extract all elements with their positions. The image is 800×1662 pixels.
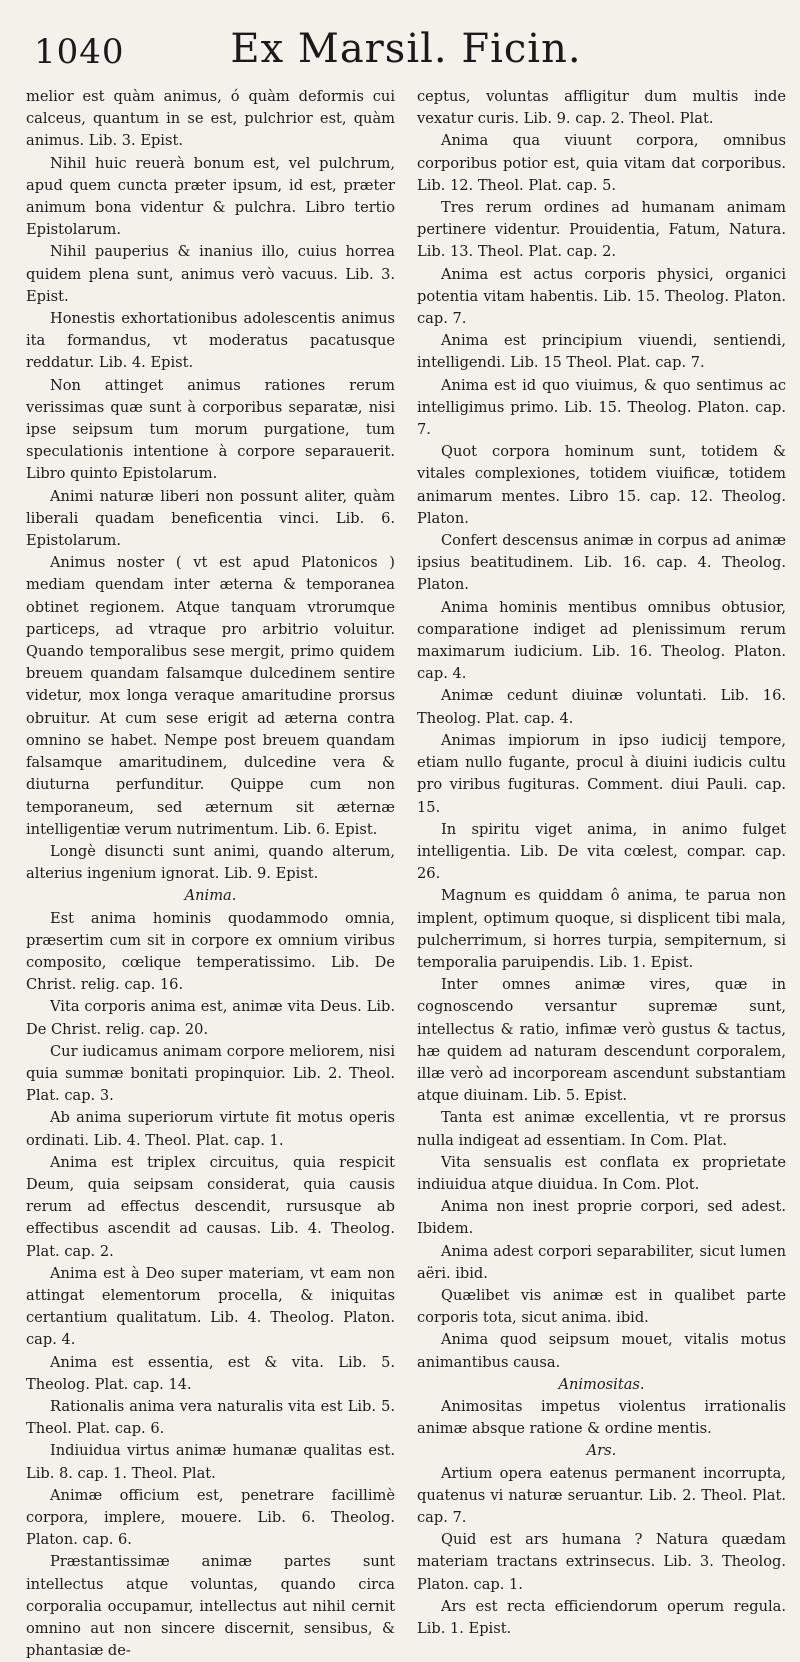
entry-paragraph: Est anima hominis quodammodo omnia, præsertim cum sit in corpore ex omnium viribus composito, cœlique temperatissimo. Lib. De Christ. relig. cap. 16. [26, 909, 395, 994]
entry-paragraph: Anima qua viuunt corpora, omnibus corporibus potior est, quia vitam dat corporibus. Lib. 12. Theol. Plat. cap. 5. [417, 132, 786, 194]
entry-paragraph: Indiuidua virtus animæ humanæ qualitas est. Lib. 8. cap. 1. Theol. Plat. [26, 1442, 395, 1482]
entry-paragraph: Anima est triplex circuitus, quia respicit Deum, quia seipsam considerat, quia causis rerum ad effectus descendit, rursusque ab effectibus ascendit ad causas. Lib. 4. Theolog. Plat. cap. 2. [26, 1153, 395, 1260]
entry-paragraph: Inter omnes animæ vires, quæ in cognoscendo versantur supremæ sunt, intellectus & ratio, infimæ verò gustus & tactus, hæ quidem ad naturam descendunt corporalem, illæ verò ad incorpoream ascendunt substantiam atque diuinam. Lib. 5. Epist. [417, 976, 786, 1105]
entry-paragraph: In spiritu viget anima, in animo fulget intelligentia. Lib. De vita cœlest, compar. cap. 26. [417, 820, 786, 883]
entry-paragraph: Nihil huic reuerà bonum est, vel pulchrum, apud quem cuncta præter ipsum, id est, præter animum bona videntur & pulchra. Libro tertio Epistolarum. [26, 154, 395, 239]
right-column [417, 86, 786, 1662]
entry-paragraph: Honestis exhortationibus adolescentis animus ita formandus, vt moderatus pacatusque reddatur. Lib. 4. Epist. [26, 310, 395, 372]
running-head: Ex Marsil. Ficin. [230, 26, 582, 72]
entry-paragraph: Vita sensualis est conflata ex proprietate indiuidua atque diuidua. In Com. Plot. [417, 1153, 786, 1193]
section-heading: Ars. [586, 1442, 617, 1460]
entry-paragraph: Animus noster ( vt est apud Platonicos ) mediam quendam inter æterna & temporanea obtinet regionem. Atque tanquam vtrorumque particeps, ad vtraque pro arbitrio voluitur. Quando temporalibus sese mergit, primo quidem breuem quandam falsamque dulcedinem sentire videtur, mox longa veraque amaritudine prorsus obruitur. At cum sese erigit ad æterna contra omnino se habet. Nempe post breuem quandam falsamque amaritudinem, dulcedine vera & diuturna perfunditur. Quippe cum non temporaneum, sed æternum sit æternæ intelligentiæ verum nutrimentum. Lib. 6. Epist. [26, 554, 395, 838]
entry-paragraph: Non attinget animus rationes rerum verissimas quæ sunt à corporibus separatæ, nisi ipse seipsum tum morum purgatione, tum speculationis intentione à corpore separauerit. Libro quinto Epistolarum. [26, 376, 395, 483]
entry-paragraph: Nihil pauperius & inanius illo, cuius horrea quidem plena sunt, animus verò vacuus. Lib. 3. Epist. [26, 243, 395, 305]
entry-paragraph: Animæ cedunt diuinæ voluntati. Lib. 16. Theolog. Plat. cap. 4. [417, 687, 786, 727]
entry-paragraph: Longè disuncti sunt animi, quando alterum, alterius ingenium ignorat. Lib. 9. Epist. [26, 842, 395, 883]
entry-paragraph: Cur iudicamus animam corpore meliorem, nisi quia summæ bonitati propinquior. Lib. 2. Theol. Plat. cap. 3. [26, 1042, 395, 1105]
entry-paragraph: Rationalis anima vera naturalis vita est Lib. 5. Theol. Plat. cap. 6. [26, 1397, 395, 1438]
entry-paragraph: Anima adest corpori separabiliter, sicut lumen aëri. ibid. [417, 1242, 786, 1282]
entry-paragraph: Tres rerum ordines ad humanam animam pertinere videntur. Prouidentia, Fatum, Natura. Lib. 13. Theol. Plat. cap. 2. [417, 199, 786, 261]
entry-paragraph: Confert descensus animæ in corpus ad animæ ipsius beatitudinem. Lib. 16. cap. 4. Theolog. Platon. [417, 532, 786, 594]
entry-paragraph: Anima est id quo viuimus, & quo sentimus ac intelligimus primo. Lib. 15. Theolog. Platon. cap. 7. [417, 376, 786, 439]
entry-paragraph: Præstantissimæ animæ partes sunt intellectus atque voluntas, quando circa corporalia occupamur, intellectus aut nihil cernit omnino aut non sincere discernit, sensibus, & phantasiæ de- [26, 1553, 395, 1660]
entry-paragraph: Animi naturæ liberi non possunt aliter, quàm liberali quadam beneficentia vinci. Lib. 6. Epistolarum. [26, 487, 395, 550]
entry-paragraph: Tanta est animæ excellentia, vt re prorsus nulla indigeat ad essentiam. In Com. Plat. [417, 1109, 786, 1149]
entry-paragraph: Anima est actus corporis physici, organici potentia vitam habentis. Lib. 15. Theolog. Platon. cap. 7. [417, 265, 786, 328]
entry-paragraph: Vita corporis anima est, animæ vita Deus. Lib. De Christ. relig. cap. 20. [26, 998, 395, 1038]
entry-paragraph: Artium opera eatenus permanent incorrupta, quatenus vi naturæ seruantur. Lib. 2. Theol. Plat. cap. 7. [417, 1464, 786, 1526]
entry-paragraph: Anima hominis mentibus omnibus obtusior, comparatione indiget ad plenissimum rerum maximarum iudicium. Lib. 16. Theolog. Platon. cap. 4. [417, 598, 786, 683]
entry-paragraph: Anima est essentia, est & vita. Lib. 5. Theolog. Plat. cap. 14. [26, 1353, 395, 1393]
entry-paragraph: Anima est principium viuendi, sentiendi, intelligendi. Lib. 15 Theol. Plat. cap. 7. [417, 332, 786, 372]
entry-paragraph: Ars est recta efficiendorum operum regula. Lib. 1. Epist. [417, 1597, 786, 1638]
page-number: 1040 [34, 32, 125, 72]
entry-paragraph: melior est quàm animus, ó quàm deformis cui calceus, quantum in se est, pulchrior est, quàm animus. Lib. 3. Epist. [26, 88, 395, 150]
entry-paragraph: ceptus, voluntas affligitur dum multis inde vexatur curis. Lib. 9. cap. 2. Theol. Plat. [417, 88, 786, 128]
section-heading: Anima. [184, 887, 237, 905]
page-header [26, 14, 786, 86]
entry-paragraph: Quot corpora hominum sunt, totidem & vitales complexiones, totidem viuificæ, totidem animarum mentes. Libro 15. cap. 12. Theolog. Platon. [417, 443, 786, 527]
entry-paragraph: Anima quod seipsum mouet, vitalis motus animantibus causa. [417, 1331, 786, 1371]
section-heading: Animositas. [558, 1375, 645, 1393]
entry-paragraph: Quælibet vis animæ est in qualibet parte corporis tota, sicut anima. ibid. [417, 1286, 786, 1327]
entry-paragraph: Animas impiorum in ipso iudicij tempore, etiam nullo fugante, procul à diuini iudicis cultu pro viribus fugituras. Comment. diui Pauli. cap. 15. [417, 731, 786, 816]
entry-paragraph: Animositas impetus violentus irrationalis animæ absque ratione & ordine mentis. [417, 1397, 786, 1438]
left-column [26, 86, 395, 1662]
entry-paragraph: Animæ officium est, penetrare facillimè corpora, implere, mouere. Lib. 6. Theolog. Platon. cap. 6. [26, 1486, 395, 1549]
entry-paragraph: Ab anima superiorum virtute fit motus operis ordinati. Lib. 4. Theol. Plat. cap. 1. [26, 1109, 395, 1149]
entry-paragraph: Anima est à Deo super materiam, vt eam non attingat elementorum procella, & iniquitas certantium qualitatum. Lib. 4. Theolog. Platon. cap. 4. [26, 1264, 395, 1349]
entry-paragraph: Quid est ars humana ? Natura quædam materiam tractans extrinsecus. Lib. 3. Theolog. Platon. cap. 1. [417, 1531, 786, 1593]
entry-paragraph: Magnum es quiddam ô anima, te parua non implent, optimum quoque, si displicent tibi mala, pulcherrimum, si horres turpia, sempiternum, si temporalia paruipendis. Lib. 1. Epist. [417, 887, 786, 971]
entry-paragraph: Anima non inest proprie corpori, sed adest. Ibidem. [417, 1198, 786, 1238]
text-columns [26, 86, 786, 1662]
